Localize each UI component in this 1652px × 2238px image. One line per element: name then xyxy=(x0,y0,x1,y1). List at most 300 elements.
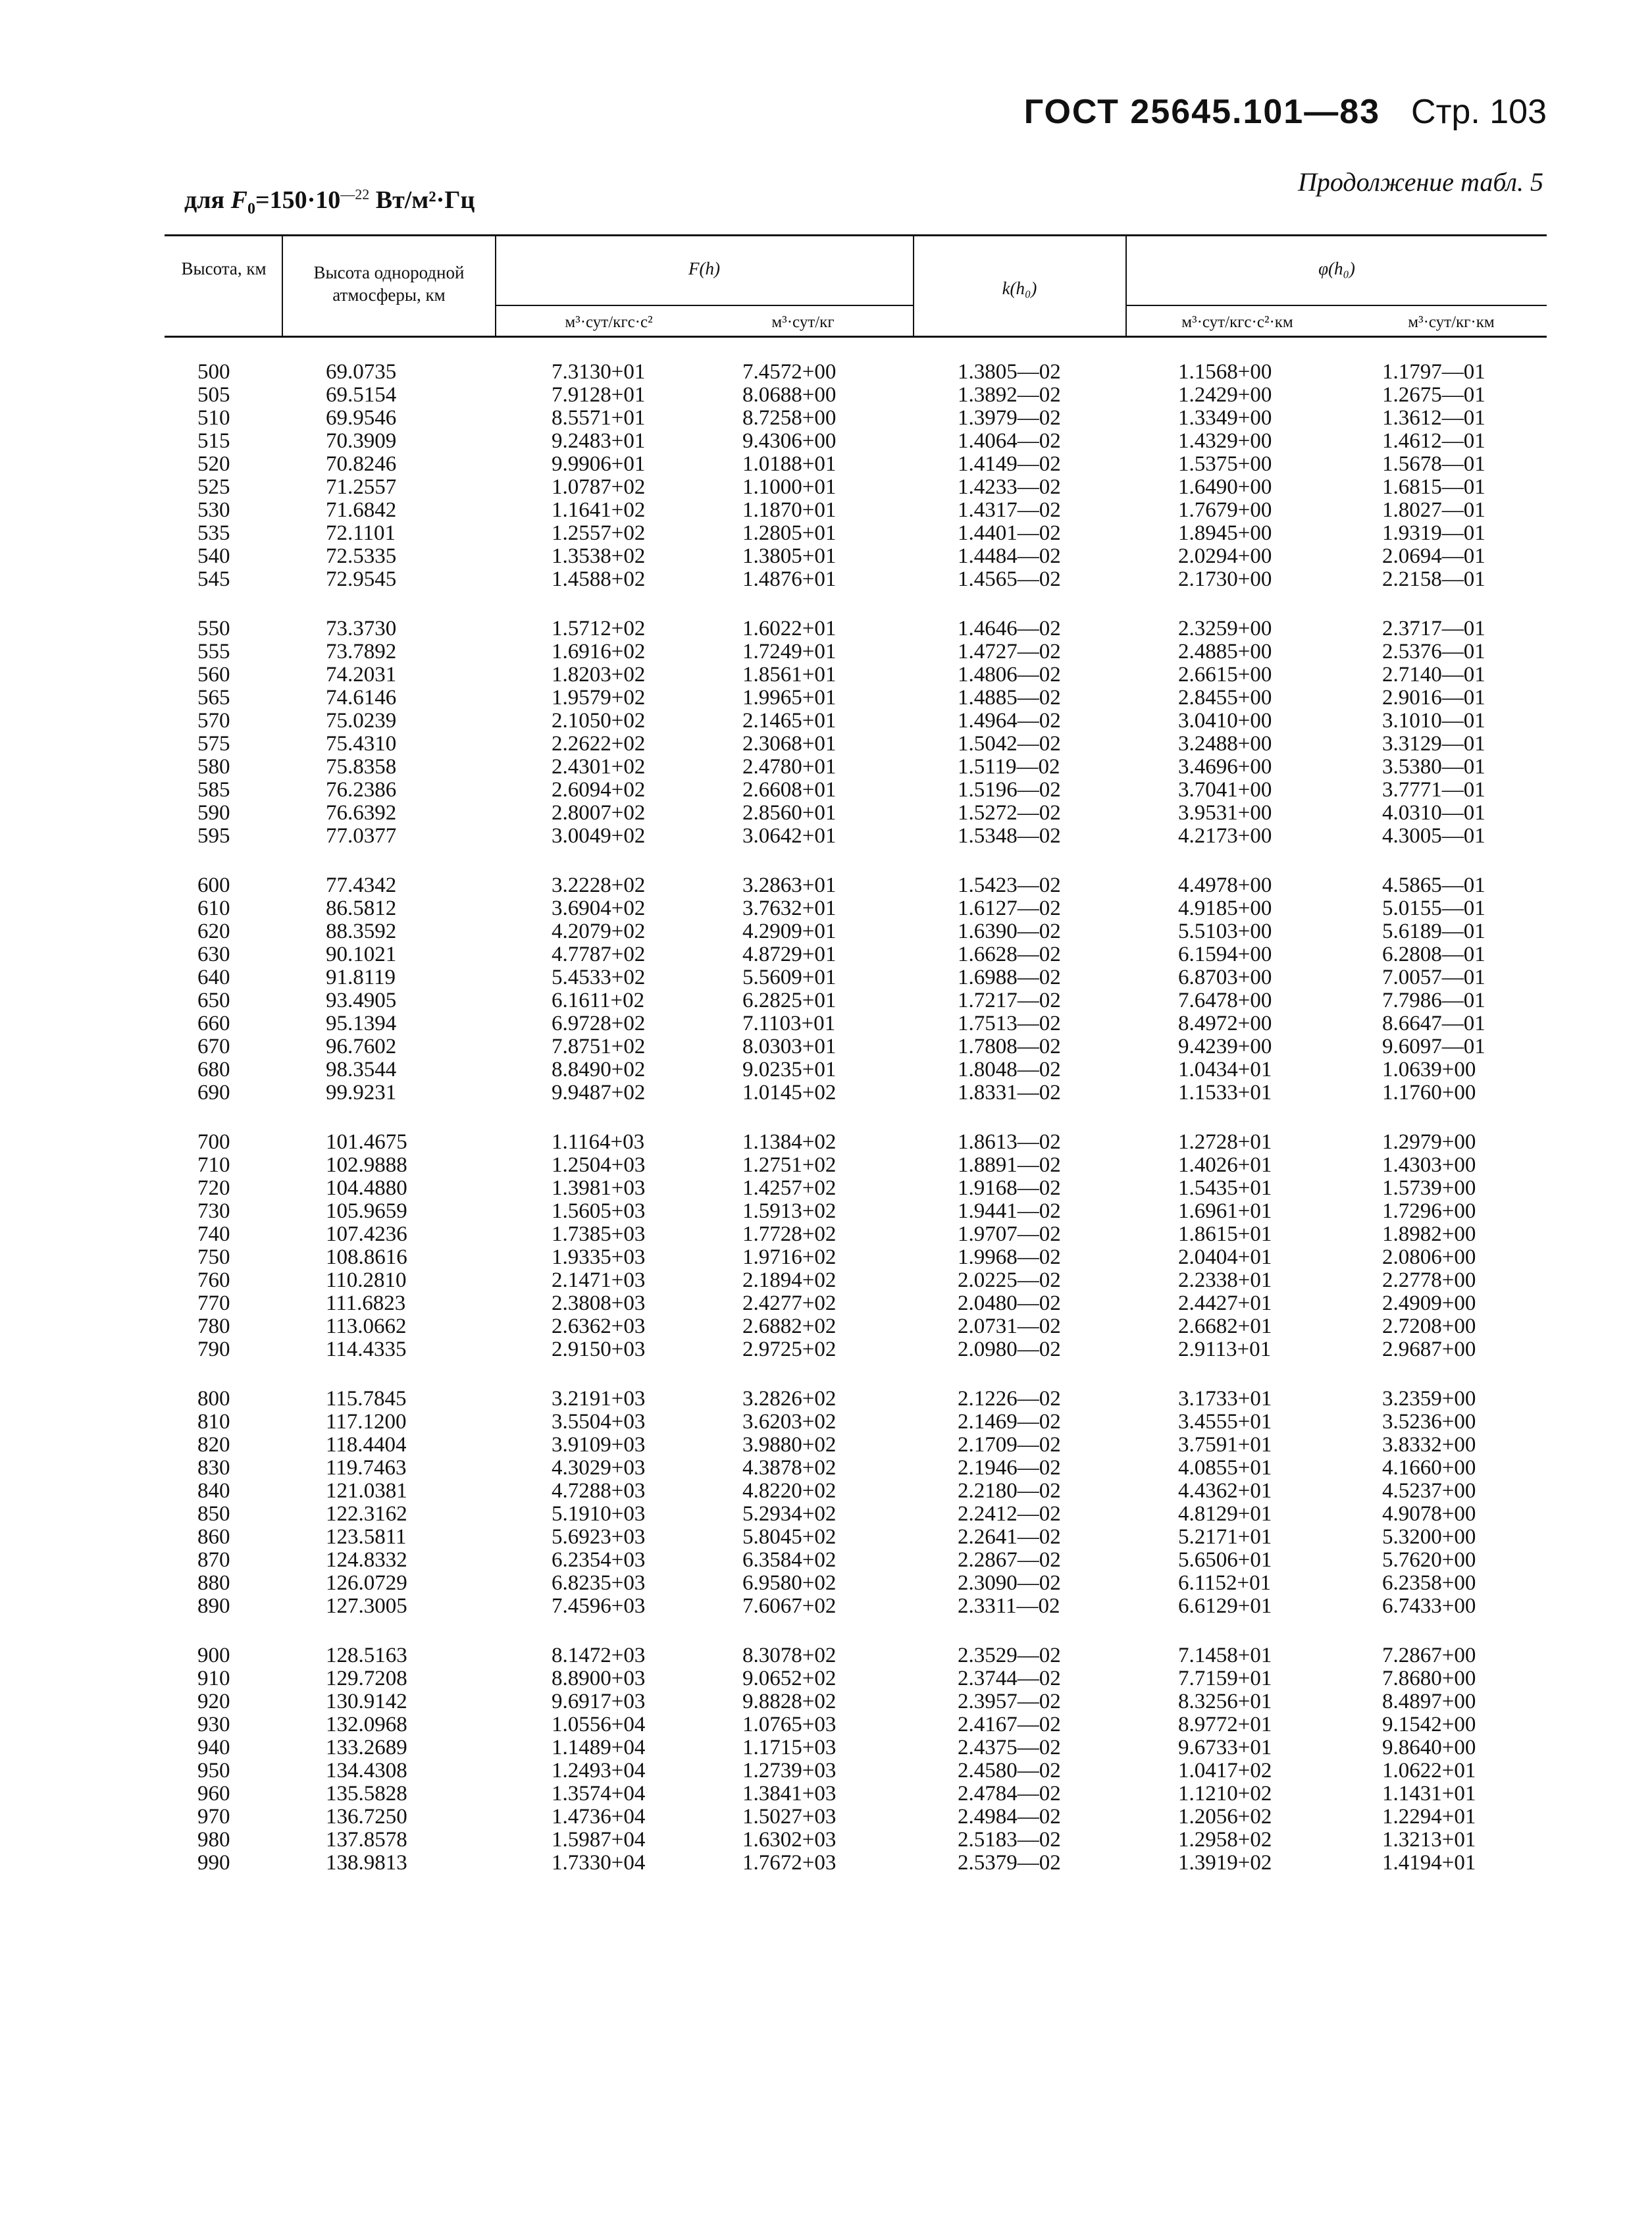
table-cell: 570 xyxy=(197,709,230,733)
table-cell: 610 xyxy=(197,897,230,920)
table-cell: 7.1103+01 xyxy=(742,1012,836,1035)
table-cell: 2.9725+02 xyxy=(742,1338,837,1361)
table-cell: 3.7771—01 xyxy=(1382,778,1485,802)
table-cell: 2.3744—02 xyxy=(958,1667,1061,1690)
table-cell: 1.4329+00 xyxy=(1178,429,1272,453)
table-cell: 3.6904+02 xyxy=(552,897,646,920)
table-cell: 71.6842 xyxy=(326,498,397,522)
col-header-phi-unit1: м³·сут/кгс·с²·км xyxy=(1181,313,1293,331)
col-divider-2 xyxy=(495,234,496,337)
table-cell: 132.0968 xyxy=(326,1713,407,1736)
table-header-bottom-rule xyxy=(165,336,1547,338)
table-cell: 2.9150+03 xyxy=(552,1338,646,1361)
table-cell: 1.9716+02 xyxy=(742,1245,837,1269)
table-cell: 2.0694—01 xyxy=(1382,544,1485,568)
table-cell: 515 xyxy=(197,429,230,453)
table-row xyxy=(0,1829,1652,1852)
table-cell: 1.4727—02 xyxy=(958,640,1061,664)
table-row xyxy=(0,1713,1652,1736)
table-cell: 2.4780+01 xyxy=(742,755,837,779)
table-cell: 540 xyxy=(197,544,230,568)
table-row xyxy=(0,779,1652,802)
table-cell: 75.8358 xyxy=(326,755,397,779)
table-row xyxy=(0,1595,1652,1618)
table-cell: 115.7845 xyxy=(326,1387,407,1411)
table-cell: 5.0155—01 xyxy=(1382,897,1485,920)
table-cell: 88.3592 xyxy=(326,920,397,943)
table-row xyxy=(0,1572,1652,1595)
table-cell: 1.2728+01 xyxy=(1178,1130,1272,1154)
table-cell: 75.4310 xyxy=(326,732,397,756)
table-row xyxy=(0,1736,1652,1759)
table-cell: 3.5504+03 xyxy=(552,1410,646,1434)
table-cell: 1.3213+01 xyxy=(1382,1828,1476,1852)
table-cell: 2.0806+00 xyxy=(1382,1245,1476,1269)
table-cell: 3.7591+01 xyxy=(1178,1433,1272,1457)
col-divider-4 xyxy=(1125,234,1127,337)
table-cell: 5.3200+00 xyxy=(1382,1525,1476,1549)
table-row xyxy=(0,522,1652,545)
table-cell: 1.3805+01 xyxy=(742,544,837,568)
table-cell: 1.8891—02 xyxy=(958,1153,1061,1177)
table-cell: 1.5605+03 xyxy=(552,1199,646,1223)
table-row xyxy=(0,710,1652,733)
table-cell: 920 xyxy=(197,1690,230,1713)
table-row xyxy=(0,897,1652,920)
row-group xyxy=(0,874,1652,1131)
table-cell: 1.8613—02 xyxy=(958,1130,1061,1154)
table-cell: 9.1542+00 xyxy=(1382,1713,1476,1736)
table-cell: 4.4362+01 xyxy=(1178,1479,1272,1503)
table-row xyxy=(0,1411,1652,1434)
table-cell: 7.1458+01 xyxy=(1178,1644,1272,1667)
table-cell: 93.4905 xyxy=(326,989,397,1012)
table-row xyxy=(0,1783,1652,1806)
table-cell: 3.9109+03 xyxy=(552,1433,646,1457)
table-row xyxy=(0,1200,1652,1223)
table-cell: 1.0556+04 xyxy=(552,1713,646,1736)
table-cell: 830 xyxy=(197,1456,230,1480)
table-cell: 1.2805+01 xyxy=(742,521,837,545)
table-cell: 1.4233—02 xyxy=(958,475,1061,499)
table-cell: 6.2808—01 xyxy=(1382,943,1485,966)
col-header-Fh-unit2: м³·сут/кг xyxy=(771,313,835,331)
table-cell: 1.4612—01 xyxy=(1382,429,1485,453)
table-cell: 670 xyxy=(197,1035,230,1058)
table-cell: 6.8703+00 xyxy=(1178,966,1272,989)
table-cell: 1.6390—02 xyxy=(958,920,1061,943)
table-cell: 1.3919+02 xyxy=(1178,1851,1272,1875)
table-cell: 1.4484—02 xyxy=(958,544,1061,568)
table-cell: 910 xyxy=(197,1667,230,1690)
table-cell: 565 xyxy=(197,686,230,710)
table-cell: 3.9880+02 xyxy=(742,1433,837,1457)
table-cell: 2.6362+03 xyxy=(552,1314,646,1338)
table-cell: 69.0735 xyxy=(326,360,397,384)
table-cell: 1.6815—01 xyxy=(1382,475,1485,499)
table-cell: 2.1730+00 xyxy=(1178,567,1272,591)
table-cell: 4.7787+02 xyxy=(552,943,646,966)
table-cell: 3.2488+00 xyxy=(1178,732,1272,756)
table-row xyxy=(0,1480,1652,1503)
table-cell: 5.5609+01 xyxy=(742,966,837,989)
table-cell: 535 xyxy=(197,521,230,545)
table-cell: 123.5811 xyxy=(326,1525,407,1549)
table-cell: 1.5042—02 xyxy=(958,732,1061,756)
table-cell: 1.8048—02 xyxy=(958,1058,1061,1081)
table-cell: 118.4404 xyxy=(326,1433,407,1457)
table-cell: 1.8945+00 xyxy=(1178,521,1272,545)
table-cell: 1.4257+02 xyxy=(742,1176,837,1200)
col-divider-1 xyxy=(282,234,283,337)
table-cell: 6.2825+01 xyxy=(742,989,837,1012)
table-cell: 113.0662 xyxy=(326,1314,407,1338)
table-cell: 9.0652+02 xyxy=(742,1667,837,1690)
table-cell: 760 xyxy=(197,1268,230,1292)
table-row xyxy=(0,1388,1652,1411)
table-cell: 130.9142 xyxy=(326,1690,407,1713)
table-cell: 91.8119 xyxy=(326,966,396,989)
table-cell: 1.0188+01 xyxy=(742,452,837,476)
table-cell: 1.1568+00 xyxy=(1178,360,1272,384)
table-cell: 1.0434+01 xyxy=(1178,1058,1272,1081)
table-cell: 3.2826+02 xyxy=(742,1387,837,1411)
row-group xyxy=(0,361,1652,617)
table-cell: 2.5376—01 xyxy=(1382,640,1485,664)
table-cell: 1.6302+03 xyxy=(742,1828,837,1852)
table-cell: 6.9580+02 xyxy=(742,1571,837,1595)
table-row xyxy=(0,1269,1652,1292)
table-cell: 133.2689 xyxy=(326,1736,407,1759)
table-cell: 127.3005 xyxy=(326,1594,407,1618)
table-row xyxy=(0,453,1652,476)
table-cell: 3.2863+01 xyxy=(742,873,837,897)
table-cell: 3.1010—01 xyxy=(1382,709,1485,733)
table-cell: 1.9968—02 xyxy=(958,1245,1061,1269)
table-row xyxy=(0,568,1652,591)
table-cell: 117.1200 xyxy=(326,1410,407,1434)
table-cell: 2.1050+02 xyxy=(552,709,646,733)
table-cell: 870 xyxy=(197,1548,230,1572)
table-cell: 1.5375+00 xyxy=(1178,452,1272,476)
table-cell: 5.7620+00 xyxy=(1382,1548,1476,1572)
table-cell: 2.4580—02 xyxy=(958,1759,1061,1783)
table-cell: 2.1894+02 xyxy=(742,1268,837,1292)
col-header-height: Высота, км xyxy=(181,259,267,278)
table-cell: 7.4596+03 xyxy=(552,1594,646,1618)
table-cell: 6.8235+03 xyxy=(552,1571,646,1595)
table-cell: 680 xyxy=(197,1058,230,1081)
table-cell: 122.3162 xyxy=(326,1502,407,1526)
table-row xyxy=(0,1503,1652,1526)
table-row xyxy=(0,1131,1652,1154)
table-cell: 1.1715+03 xyxy=(742,1736,837,1759)
table-cell: 8.0688+00 xyxy=(742,383,837,407)
table-cell: 124.8332 xyxy=(326,1548,407,1572)
table-cell: 8.0303+01 xyxy=(742,1035,837,1058)
table-cell: 4.9185+00 xyxy=(1178,897,1272,920)
table-cell: 3.4696+00 xyxy=(1178,755,1272,779)
table-cell: 3.7632+01 xyxy=(742,897,837,920)
table-row xyxy=(0,1012,1652,1035)
row-group xyxy=(0,1644,1652,1901)
table-cell: 730 xyxy=(197,1199,230,1223)
table-cell: 7.8751+02 xyxy=(552,1035,646,1058)
table-cell: 960 xyxy=(197,1782,230,1806)
table-cell: 520 xyxy=(197,452,230,476)
table-cell: 9.6917+03 xyxy=(552,1690,646,1713)
table-cell: 2.5379—02 xyxy=(958,1851,1061,1875)
table-cell: 5.5103+00 xyxy=(1178,920,1272,943)
table-cell: 1.1760+00 xyxy=(1382,1081,1476,1105)
table-cell: 1.5712+02 xyxy=(552,617,646,640)
table-cell: 1.5678—01 xyxy=(1382,452,1485,476)
table-cell: 1.9441—02 xyxy=(958,1199,1061,1223)
table-cell: 2.2867—02 xyxy=(958,1548,1061,1572)
table-cell: 2.4984—02 xyxy=(958,1805,1061,1829)
table-row xyxy=(0,1035,1652,1058)
table-cell: 720 xyxy=(197,1176,230,1200)
table-cell: 134.4308 xyxy=(326,1759,407,1783)
table-cell: 1.4317—02 xyxy=(958,498,1061,522)
table-cell: 550 xyxy=(197,617,230,640)
table-cell: 3.8332+00 xyxy=(1382,1433,1476,1457)
table-cell: 4.8129+01 xyxy=(1178,1502,1272,1526)
table-cell: 790 xyxy=(197,1338,230,1361)
col-header-Fh: F(h) xyxy=(688,259,720,278)
table-cell: 8.5571+01 xyxy=(552,406,646,430)
table-row xyxy=(0,1457,1652,1480)
table-cell: 8.6647—01 xyxy=(1382,1012,1485,1035)
table-cell: 7.6478+00 xyxy=(1178,989,1272,1012)
table-cell: 4.8729+01 xyxy=(742,943,837,966)
table-cell: 8.3078+02 xyxy=(742,1644,837,1667)
table-cell: 1.0145+02 xyxy=(742,1081,837,1105)
table-cell: 2.0404+01 xyxy=(1178,1245,1272,1269)
table-cell: 4.3005—01 xyxy=(1382,824,1485,848)
table-cell: 6.7433+00 xyxy=(1382,1594,1476,1618)
table-cell: 1.4026+01 xyxy=(1178,1153,1272,1177)
table-cell: 7.8680+00 xyxy=(1382,1667,1476,1690)
table-cell: 6.2358+00 xyxy=(1382,1571,1476,1595)
table-cell: 1.0787+02 xyxy=(552,475,646,499)
table-row xyxy=(0,920,1652,943)
table-cell: 3.5380—01 xyxy=(1382,755,1485,779)
table-row xyxy=(0,966,1652,989)
table-cell: 930 xyxy=(197,1713,230,1736)
table-cell: 3.4555+01 xyxy=(1178,1410,1272,1434)
table-cell: 1.8615+01 xyxy=(1178,1222,1272,1246)
table-cell: 6.1611+02 xyxy=(552,989,645,1012)
table-cell: 6.6129+01 xyxy=(1178,1594,1272,1618)
table-cell: 5.6923+03 xyxy=(552,1525,646,1549)
table-cell: 7.7159+01 xyxy=(1178,1667,1272,1690)
table-cell: 1.2958+02 xyxy=(1178,1828,1272,1852)
table-cell: 110.2810 xyxy=(326,1268,407,1292)
table-cell: 6.3584+02 xyxy=(742,1548,837,1572)
table-cell: 138.9813 xyxy=(326,1851,407,1875)
table-cell: 1.2504+03 xyxy=(552,1153,646,1177)
table-cell: 500 xyxy=(197,360,230,384)
table-cell: 2.2778+00 xyxy=(1382,1268,1476,1292)
table-cell: 1.0765+03 xyxy=(742,1713,837,1736)
table-cell: 9.8640+00 xyxy=(1382,1736,1476,1759)
table-row xyxy=(0,361,1652,384)
table-cell: 4.5865—01 xyxy=(1382,873,1485,897)
table-cell: 3.1733+01 xyxy=(1178,1387,1272,1411)
table-cell: 8.1472+03 xyxy=(552,1644,646,1667)
col-header-kh: k(h₀) xyxy=(1002,278,1037,298)
table-cell: 1.4565—02 xyxy=(958,567,1061,591)
table-cell: 4.5237+00 xyxy=(1382,1479,1476,1503)
table-cell: 7.4572+00 xyxy=(742,360,837,384)
table-cell: 5.2171+01 xyxy=(1178,1525,1272,1549)
subheader-rule-Fh xyxy=(495,305,913,306)
table-cell: 135.5828 xyxy=(326,1782,407,1806)
table-cell: 2.1465+01 xyxy=(742,709,837,733)
table-row xyxy=(0,1759,1652,1783)
table-cell: 107.4236 xyxy=(326,1222,407,1246)
table-cell: 1.5348—02 xyxy=(958,824,1061,848)
table-cell: 1.5272—02 xyxy=(958,801,1061,825)
table-cell: 1.6988—02 xyxy=(958,966,1061,989)
table-cell: 2.3068+01 xyxy=(742,732,837,756)
table-row xyxy=(0,499,1652,522)
table-cell: 69.5154 xyxy=(326,383,397,407)
table-cell: 76.2386 xyxy=(326,778,397,802)
table-cell: 8.8490+02 xyxy=(552,1058,646,1081)
table-row xyxy=(0,756,1652,779)
table-cell: 2.0294+00 xyxy=(1178,544,1272,568)
table-cell: 3.3129—01 xyxy=(1382,732,1485,756)
col-header-homog: Высота однородной атмосферы, км xyxy=(313,263,465,305)
table-cell: 2.4909+00 xyxy=(1382,1291,1476,1315)
table-cell: 1.6490+00 xyxy=(1178,475,1272,499)
table-cell: 2.3259+00 xyxy=(1178,617,1272,640)
table-cell: 2.4784—02 xyxy=(958,1782,1061,1806)
table-cell: 136.7250 xyxy=(326,1805,407,1829)
table-cell: 2.7140—01 xyxy=(1382,663,1485,687)
table-cell: 4.2909+01 xyxy=(742,920,837,943)
table-cell: 1.1797—01 xyxy=(1382,360,1485,384)
table-cell: 9.0235+01 xyxy=(742,1058,837,1081)
table-cell: 1.1533+01 xyxy=(1178,1081,1272,1105)
table-cell: 890 xyxy=(197,1594,230,1618)
table-cell: 1.1210+02 xyxy=(1178,1782,1272,1806)
table-cell: 5.6189—01 xyxy=(1382,920,1485,943)
table-cell: 86.5812 xyxy=(326,897,397,920)
table-cell: 2.1469—02 xyxy=(958,1410,1061,1434)
table-row xyxy=(0,1690,1652,1713)
table-cell: 2.3311—02 xyxy=(958,1594,1060,1618)
table-cell: 2.9113+01 xyxy=(1178,1338,1272,1361)
table-cell: 9.9906+01 xyxy=(552,452,646,476)
table-cell: 1.2493+04 xyxy=(552,1759,646,1783)
table-cell: 74.2031 xyxy=(326,663,397,687)
table-cell: 7.6067+02 xyxy=(742,1594,837,1618)
table-cell: 1.7217—02 xyxy=(958,989,1061,1012)
table-cell: 880 xyxy=(197,1571,230,1595)
table-cell: 560 xyxy=(197,663,230,687)
col-header-phi-unit2: м³·сут/кг·км xyxy=(1408,313,1495,331)
table-cell: 129.7208 xyxy=(326,1667,407,1690)
table-cell: 1.4646—02 xyxy=(958,617,1061,640)
table-cell: 810 xyxy=(197,1410,230,1434)
table-cell: 1.4885—02 xyxy=(958,686,1061,710)
table-cell: 1.3892—02 xyxy=(958,383,1061,407)
table-top-rule xyxy=(165,234,1547,236)
table-row xyxy=(0,1081,1652,1105)
table-cell: 77.0377 xyxy=(326,824,397,848)
table-cell: 6.1594+00 xyxy=(1178,943,1272,966)
table-body xyxy=(0,361,1652,1901)
table-cell: 4.9078+00 xyxy=(1382,1502,1476,1526)
table-cell: 1.7808—02 xyxy=(958,1035,1061,1058)
table-cell: 1.7513—02 xyxy=(958,1012,1061,1035)
table-cell: 2.4277+02 xyxy=(742,1291,837,1315)
table-cell: 1.7249+01 xyxy=(742,640,837,664)
table-row xyxy=(0,1292,1652,1315)
table-cell: 9.4239+00 xyxy=(1178,1035,1272,1058)
table-cell: 1.1000+01 xyxy=(742,475,837,499)
table-row xyxy=(0,943,1652,966)
table-cell: 1.4736+04 xyxy=(552,1805,646,1829)
table-cell: 740 xyxy=(197,1222,230,1246)
table-cell: 9.6733+01 xyxy=(1178,1736,1272,1759)
table-cell: 750 xyxy=(197,1245,230,1269)
table-cell: 9.4306+00 xyxy=(742,429,837,453)
table-cell: 510 xyxy=(197,406,230,430)
table-cell: 1.4194+01 xyxy=(1382,1851,1476,1875)
row-group xyxy=(0,1131,1652,1388)
table-cell: 1.1870+01 xyxy=(742,498,837,522)
table-cell: 1.6628—02 xyxy=(958,943,1061,966)
table-cell: 1.1431+01 xyxy=(1382,1782,1476,1806)
table-cell: 650 xyxy=(197,989,230,1012)
table-cell: 820 xyxy=(197,1433,230,1457)
table-cell: 1.3612—01 xyxy=(1382,406,1485,430)
table-row xyxy=(0,1667,1652,1690)
gost-number: ГОСТ 25645.101—83 xyxy=(1023,93,1381,131)
table-cell: 5.4533+02 xyxy=(552,966,646,989)
table-cell: 1.7296+00 xyxy=(1382,1199,1476,1223)
table-cell: 2.1226—02 xyxy=(958,1387,1061,1411)
table-cell: 4.7288+03 xyxy=(552,1479,646,1503)
table-cell: 72.1101 xyxy=(326,521,396,545)
table-cell: 74.6146 xyxy=(326,686,397,710)
table-cell: 3.2228+02 xyxy=(552,873,646,897)
table-cell: 1.2294+01 xyxy=(1382,1805,1476,1829)
table-cell: 2.5183—02 xyxy=(958,1828,1061,1852)
table-cell: 1.6022+01 xyxy=(742,617,837,640)
table-cell: 1.3349+00 xyxy=(1178,406,1272,430)
table-row xyxy=(0,1315,1652,1338)
table-cell: 5.1910+03 xyxy=(552,1502,646,1526)
table-cell: 1.0622+01 xyxy=(1382,1759,1476,1783)
table-cell: 77.4342 xyxy=(326,873,397,897)
table-cell: 840 xyxy=(197,1479,230,1503)
table-cell: 505 xyxy=(197,383,230,407)
col-header-Fh-unit1: м³·сут/кгс·с² xyxy=(565,313,653,331)
table-cell: 3.5236+00 xyxy=(1382,1410,1476,1434)
table-cell: 73.7892 xyxy=(326,640,397,664)
table-cell: 1.8203+02 xyxy=(552,663,646,687)
table-cell: 71.2557 xyxy=(326,475,397,499)
table-cell: 1.9319—01 xyxy=(1382,521,1485,545)
table-row xyxy=(0,1644,1652,1667)
table-cell: 2.8560+01 xyxy=(742,801,837,825)
table-cell: 3.2359+00 xyxy=(1382,1387,1476,1411)
